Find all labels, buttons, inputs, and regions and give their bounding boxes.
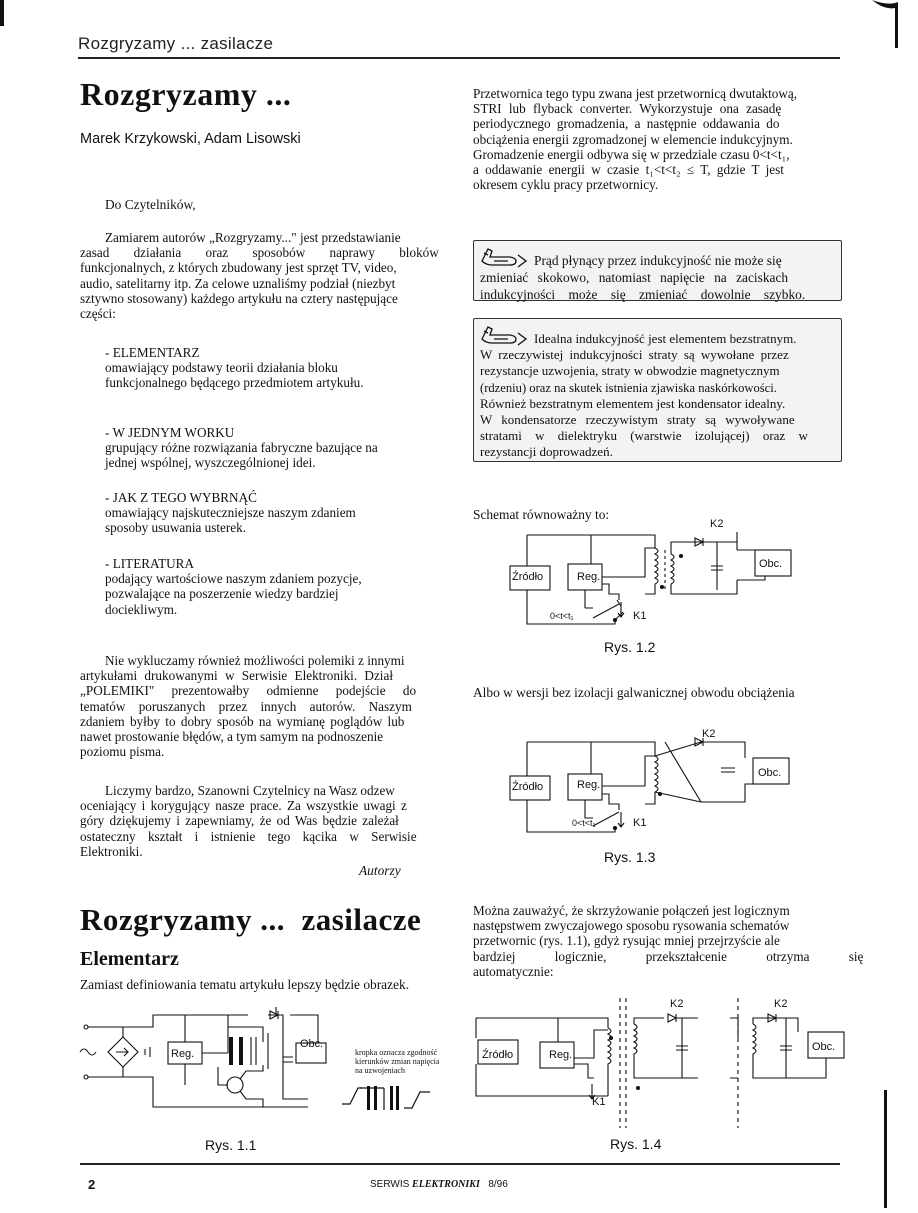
winding-polarity-icon	[340, 1078, 440, 1114]
left-edge-mark	[0, 0, 4, 26]
signature: Autorzy	[359, 863, 401, 878]
note-box-losses: Idealna indukcyjność jest elementem bezstratnym. W rzeczywistej indukcyjności straty są wywołane przez rezystancje uzwojenia, straty w obwodzie magnetycznym (rdzeniu) oraz na skutek istnienia zjawiska naskórkowości. Również bezstratnym elementem jest kondensator idealny. W kondensatorze rzeczywistym straty są wywoływane stratami w dielektryku (warstwie izolującej) oraz w rezystancji doprowadzeń.	[473, 318, 842, 462]
caption-rys-1-3: Rys. 1.3	[604, 849, 656, 865]
label-source-1-3: Źródło	[512, 781, 544, 793]
running-header: Rozgryzamy ... zasilacze	[78, 34, 274, 53]
label-k2-1-3: K2	[702, 728, 716, 740]
label-k2-1-4b: K2	[774, 998, 788, 1010]
caption-rys-1-2: Rys. 1.2	[604, 639, 656, 655]
part-w-jednym-worku: - W JEDNYM WORKU grupujący różne rozwiązania fabryczne bazujące na jednej wspólnej, wyszczególnionej idei.	[105, 425, 378, 471]
part-jak-z-tego-wybrnac: - JAK Z TEGO WYBRNĄĆ omawiający najskuteczniejsze naszym zdaniem sposoby usuwania usterek.	[105, 490, 356, 536]
pointing-hand-icon	[480, 325, 530, 347]
figure-1-3	[505, 722, 805, 842]
label-k1-1-2: K1	[633, 610, 647, 622]
label-k1-1-4: K1	[592, 1096, 606, 1108]
label-reg-1-2: Reg.	[577, 571, 601, 583]
page-number: 2	[88, 1177, 96, 1192]
label-source-1-2: Źródło	[512, 571, 544, 583]
polemics-paragraph: Nie wykluczamy również możliwości polemiki z innymi artykułami drukowanymi w Serwisie Elektroniki. Dział „POLEMIKI" prezentowałby odmienne podejście do tematów poruszanych przez innych autorów. Naszym zdaniem byłby to dobry sposób na wymianę poglądów lub nawet prostowanie błędów, a tym samym na podnoszenie poziomu pisma.	[80, 653, 417, 760]
note-box-inductance-current: Prąd płynący przez indukcyjność nie może się zmieniać skokowo, natomiast napięcie na zaciskach indukcyjności może się zmieniać dowolnie szybko.	[473, 240, 842, 301]
label-k1-1-3: K1	[633, 817, 647, 829]
label-load-1-4: Obc.	[812, 1041, 836, 1053]
footer-magazine: SERWIS ELEKTRONIKI 8/96	[370, 1179, 508, 1190]
label-load-1-3: Obc.	[758, 767, 782, 779]
footer-rule	[80, 1163, 840, 1165]
schematic-intro: Schemat równoważny to:	[473, 507, 610, 522]
label-time-1-3: 0<t<t₁	[572, 818, 596, 828]
feedback-paragraph: Liczymy bardzo, Szanowni Czytelnicy na Wasz odzew oceniający i korygujący nasze prace. Za wszystkie uwagi z góry dziękujemy i zapewniamy, że od Was będzie zależał ostateczny kształt i istnienie tego kącika w Serwisie Elektroniki.	[80, 783, 417, 859]
flyback-paragraph: Przetwornica tego typu zwana jest przetwornicą dwutaktową, STRI lub flyback converter. Wykorzystuje ona zasadę periodycznego gromadzenia, a następnie oddawania do obciążenia energii zgromadzonej w elemencie indukcyjnym. Gromadzenie energii odbywa się w przedziale czasu 0<t<t₁, a oddawanie energii w czasie t₁<t<t₂ ≤ T, gdzie T jest okresem cyklu pracy przetwornicy.	[473, 86, 798, 193]
label-reg-1-1: Reg.	[171, 1048, 195, 1060]
label-reg-1-3: Reg.	[577, 779, 601, 791]
no-isolation-text: Albo w wersji bez izolacji galwanicznej obwodu obciążenia	[473, 685, 795, 700]
label-k2-1-2: K2	[710, 518, 724, 530]
corner-mark	[868, 0, 918, 50]
figure-1-4	[468, 998, 848, 1128]
label-reg-1-4: Reg.	[549, 1049, 573, 1061]
label-k2-1-4a: K2	[670, 998, 684, 1010]
caption-rys-1-1: Rys. 1.1	[205, 1137, 257, 1153]
part-literatura: - LITERATURA podający wartościowe naszym zdaniem pozycje, pozwalające na poszerzenie wiedzy bardziej dociekliwym.	[105, 556, 362, 617]
pointing-hand-icon	[480, 247, 530, 269]
label-load-1-1: Obc.	[300, 1038, 324, 1050]
lead-text: Zamiast definiowania tematu artykułu lepszy będzie obrazek.	[80, 977, 410, 992]
intro-paragraph: Zamiarem autorów „Rozgryzamy..." jest przedstawianie zasad działania oraz sposobów naprawy bloków funkcjonalnych, z których zbudowany jest sprzęt TV, video, audio, satelitarny itp. Za celowe uznaliśmy podział (niezbyt sztywno stosowany) każdego artykułu na cztery następujące części:	[80, 230, 439, 322]
header-rule	[78, 57, 840, 59]
article-title: Rozgryzamy ...	[80, 76, 292, 112]
figure-note: kropka oznacza zgodność kierunków zmian napięcia na uzwojeniach	[355, 1048, 440, 1075]
authors: Marek Krzykowski, Adam Lisowski	[80, 131, 301, 147]
section-title: Rozgryzamy ... zasilacze	[80, 902, 422, 937]
part-elementarz: - ELEMENTARZ omawiający podstawy teorii działania bloku funkcjonalnego będącego przedmiotem artykułu.	[105, 345, 364, 391]
salutation: Do Czytelników,	[105, 197, 196, 212]
right-edge-mark	[884, 1090, 887, 1208]
label-load-1-2: Obc.	[759, 558, 783, 570]
label-time-1-2: 0<t<t₁	[550, 611, 574, 621]
subsection-title: Elementarz	[80, 948, 179, 970]
crossing-paragraph: Można zauważyć, że skrzyżowanie połączeń jest logicznym następstwem zwyczajowego sposobu rysowania schematów przetwornic (rys. 1.1), gdyż rysując mniej przejrzyście ale bardziej logicznie, przekształcenie otrzyma się automatycznie:	[473, 903, 864, 979]
caption-rys-1-4: Rys. 1.4	[610, 1136, 662, 1152]
label-source-1-4: Źródło	[482, 1049, 514, 1061]
